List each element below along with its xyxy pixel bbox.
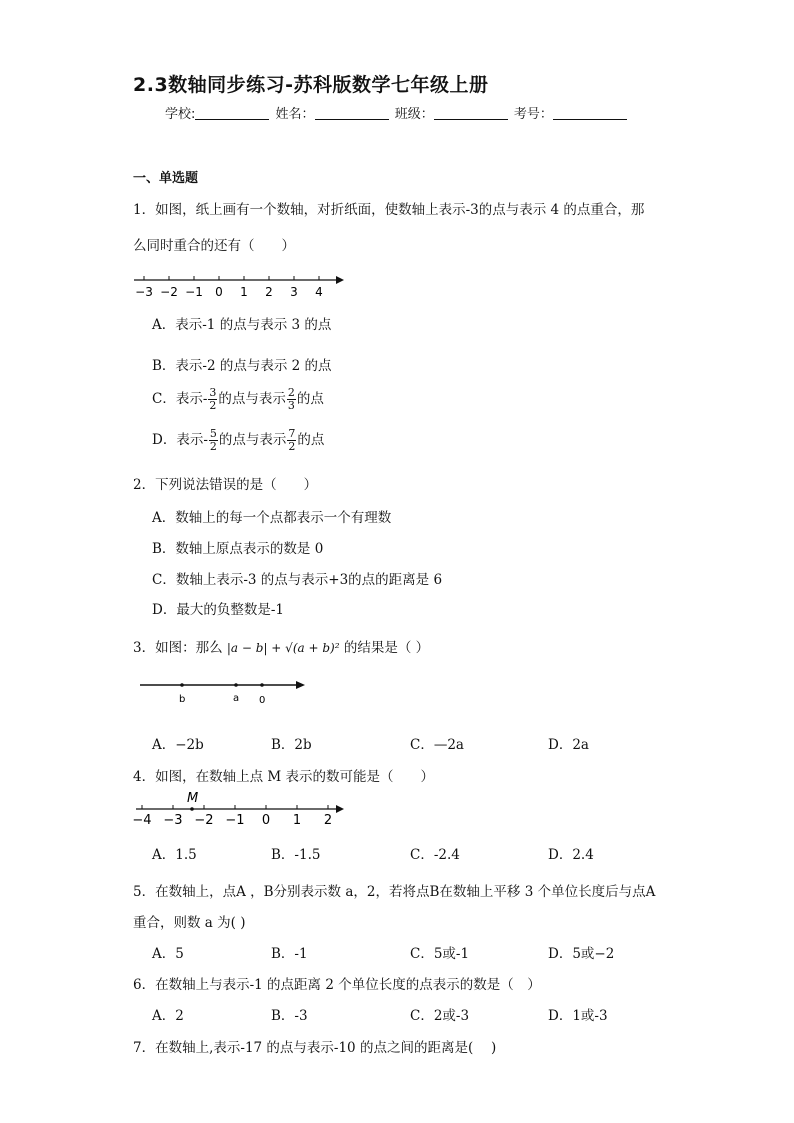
q1-d-mid: 的点与表示 xyxy=(218,432,287,448)
q3-option-c[interactable]: C．—2a xyxy=(410,737,464,753)
q1-axis-arrow xyxy=(336,276,344,284)
q3-point-0 xyxy=(260,683,264,687)
q1-c-post: 的点 xyxy=(296,391,324,407)
q4-tick-label: 1 xyxy=(292,813,302,828)
q4-tick-label: −3 xyxy=(163,813,183,828)
q1-c-mid: 的点与表示 xyxy=(218,391,286,407)
q1-c-fraction-1: $\frac{3}{2}$ xyxy=(209,386,217,412)
q4-tick-label: −1 xyxy=(225,813,245,828)
q4-tick-label: 0 xyxy=(261,813,271,828)
q2-stem: 2．下列说法错误的是（ ） xyxy=(133,477,318,493)
exam-no-blank[interactable] xyxy=(553,106,627,120)
q3-option-d[interactable]: D．2a xyxy=(548,737,589,753)
q3-number-line xyxy=(138,676,318,708)
q4-point-m xyxy=(190,807,194,811)
q3-axis-arrow xyxy=(296,681,305,689)
q1-tick-label: −1 xyxy=(185,285,203,299)
q1-option-c[interactable] xyxy=(152,387,324,412)
q3-option-b[interactable]: B．2b xyxy=(271,737,312,753)
q3-option-a[interactable]: A．−2b xyxy=(152,737,204,753)
q1-c-fraction-2: $\frac{2}{3}$ xyxy=(287,386,295,412)
name-label: 姓名： xyxy=(275,107,315,122)
q4-axis-arrow xyxy=(336,805,344,813)
q5-option-a[interactable]: A．5 xyxy=(152,946,184,962)
q2-option-d[interactable]: D．最大的负整数是-1 xyxy=(152,602,284,618)
q3-stem xyxy=(133,636,429,656)
exam-no-label: 考号： xyxy=(513,107,553,122)
q2-option-b[interactable]: B．数轴上原点表示的数是 0 xyxy=(152,541,324,557)
q7-stem: 7．在数轴上,表示-17 的点与表示-10 的点之间的距离是( ) xyxy=(133,1040,497,1056)
page-title: 2.3数轴同步练习-苏科版数学七年级上册 xyxy=(133,74,489,96)
q1-tick-label: 3 xyxy=(290,285,298,299)
q1-c-pre: C．表示- xyxy=(152,391,208,407)
q1-d-fraction-2: $\frac{7}{2}$ xyxy=(288,427,296,453)
q1-option-d[interactable] xyxy=(152,428,324,453)
q5-option-c[interactable]: C．5或-1 xyxy=(410,946,470,962)
student-info-line xyxy=(165,103,629,122)
q6-option-d[interactable]: D．1或-3 xyxy=(548,1008,608,1024)
name-blank[interactable] xyxy=(315,106,389,120)
q2-option-c[interactable]: C．数轴上表示-3 的点与表示+3的点的距离是 6 xyxy=(152,572,443,588)
q1-tick-label: −3 xyxy=(135,285,153,299)
q1-tick-label: −2 xyxy=(160,285,178,299)
q1-d-post: 的点 xyxy=(297,432,325,448)
q2-option-a[interactable]: A．数轴上的每一个点都表示一个有理数 xyxy=(152,510,392,526)
q6-stem: 6．在数轴上与表示-1 的点距离 2 个单位长度的点表示的数是（ ） xyxy=(133,977,541,993)
q5-stem-line2: 重合，则数 a 为( ) xyxy=(133,915,246,931)
q4-option-b[interactable]: B．-1.5 xyxy=(271,847,321,863)
q3-label-b: b xyxy=(179,694,186,705)
q4-number-line xyxy=(130,788,350,828)
q4-option-d[interactable]: D．2.4 xyxy=(548,847,594,863)
q3-point-a xyxy=(234,683,238,687)
q4-tick-label: 2 xyxy=(323,813,333,828)
q1-d-pre: D．表示- xyxy=(152,432,208,448)
q1-stem-line2: 么同时重合的还有（ ） xyxy=(133,238,295,254)
q1-tick-label: 4 xyxy=(315,285,323,299)
class-label: 班级： xyxy=(394,107,434,122)
q5-stem-line1: 5．在数轴上，点A ，B分别表示数 a，2，若将点B在数轴上平移 3 个单位长度后与点A xyxy=(133,884,656,900)
q6-option-a[interactable]: A．2 xyxy=(152,1008,184,1024)
q4-tick-label: −4 xyxy=(132,813,152,828)
q5-option-d[interactable]: D．5或−2 xyxy=(548,946,615,962)
section-heading: 一、单选题 xyxy=(133,171,199,186)
q1-option-a[interactable]: A．表示-1 的点与表示 3 的点 xyxy=(152,317,332,333)
q6-option-b[interactable]: B．-3 xyxy=(271,1008,308,1024)
q1-tick-label: 0 xyxy=(215,285,223,299)
q3-point-b xyxy=(180,683,184,687)
q1-number-line xyxy=(130,270,350,300)
q4-option-a[interactable]: A．1.5 xyxy=(152,847,197,863)
q3-label-0: 0 xyxy=(259,695,266,706)
q1-d-fraction-1: $\frac{5}{2}$ xyxy=(209,427,217,453)
school-blank[interactable] xyxy=(195,106,269,120)
q3-stem-pre: 3．如图：那么 xyxy=(133,640,223,656)
q5-option-b[interactable]: B．-1 xyxy=(271,946,308,962)
q4-tick-label: −2 xyxy=(194,813,214,828)
q6-option-c[interactable]: C．2或-3 xyxy=(410,1008,470,1024)
q3-label-a: a xyxy=(233,693,240,704)
school-label: 学校: xyxy=(165,107,196,122)
q3-stem-post: 的结果是（ ） xyxy=(343,640,430,656)
q4-stem: 4．如图，在数轴上点 M 表示的数可能是（ ） xyxy=(133,769,434,785)
q1-tick-label: 2 xyxy=(265,285,273,299)
q4-option-c[interactable]: C．-2.4 xyxy=(410,847,460,863)
q1-tick-label: 1 xyxy=(240,285,248,299)
q1-option-b[interactable]: B．表示-2 的点与表示 2 的点 xyxy=(152,358,332,374)
q4-label-m: M xyxy=(187,791,199,806)
class-blank[interactable] xyxy=(434,106,508,120)
q3-expression: |a − b| + √(a + b)² xyxy=(226,641,340,655)
q1-stem-line1: 1．如图，纸上画有一个数轴，对折纸面，使数轴上表示-3的点与表示 4 的点重合，那 xyxy=(133,202,645,218)
